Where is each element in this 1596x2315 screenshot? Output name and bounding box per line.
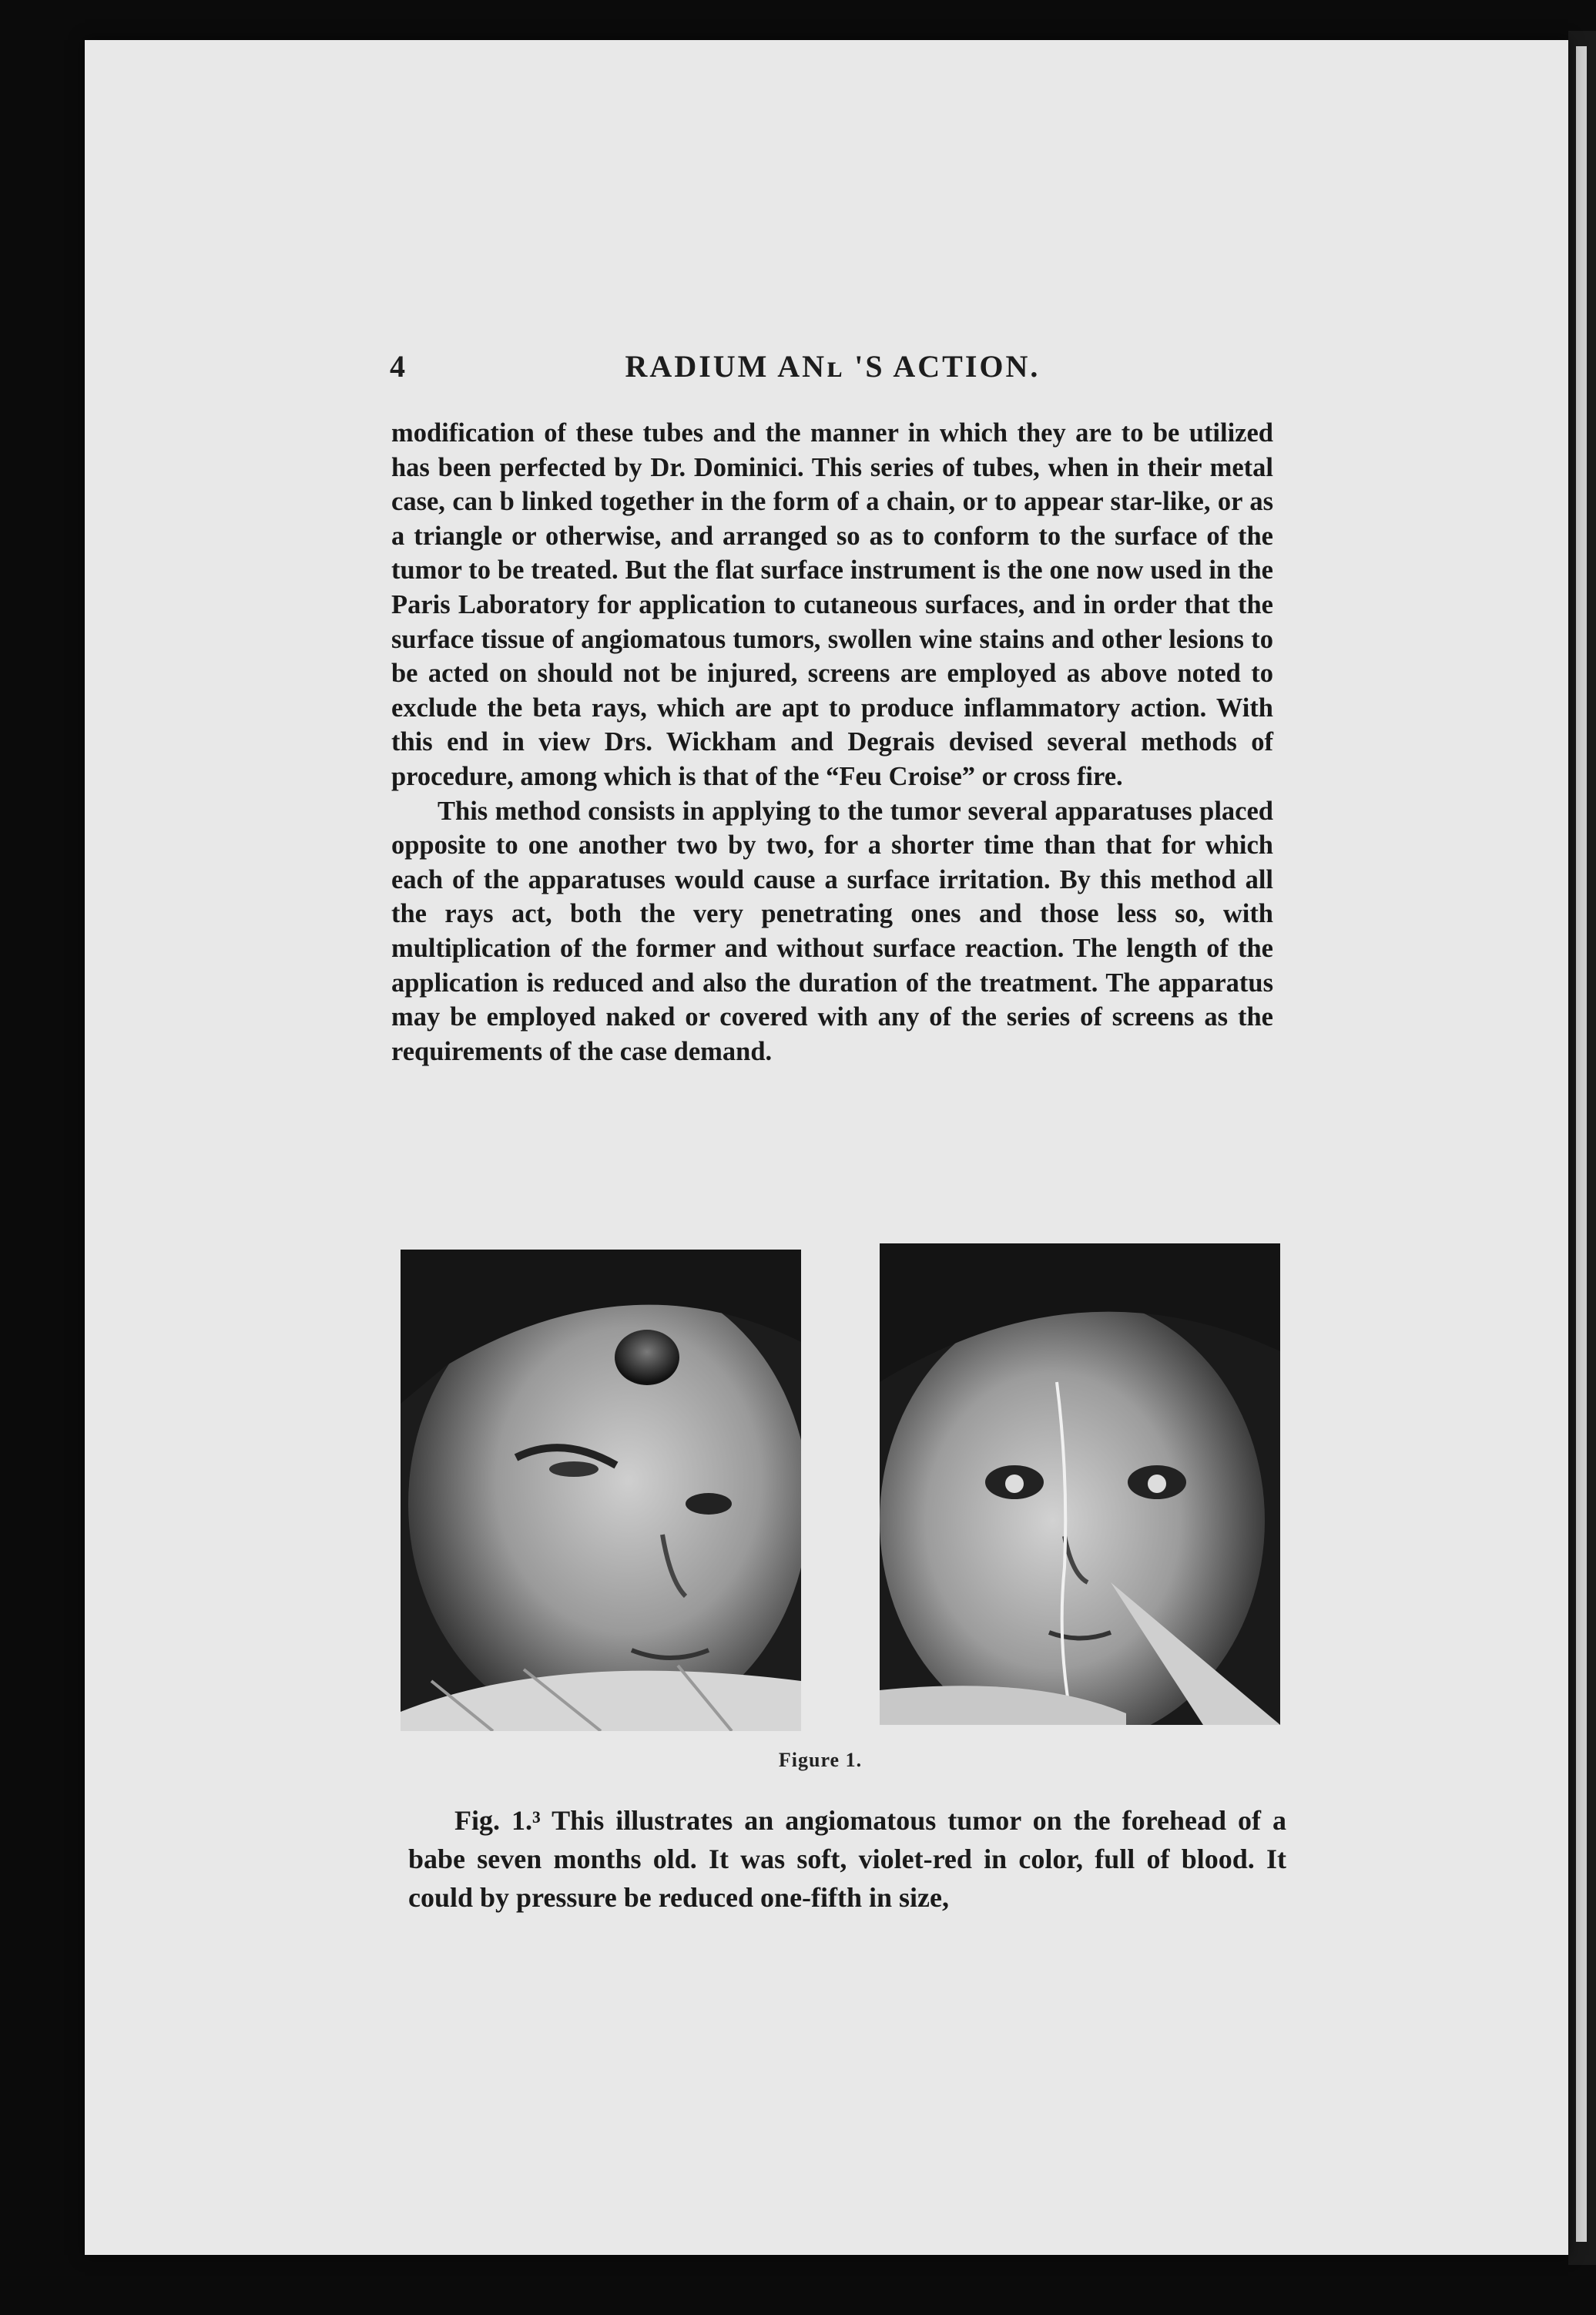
paragraph-1: modification of these tubes and the manner in which they are to be utilized has been perfected by Dr. Dominici. This series of tubes, when in their metal case, can b linked together in the form of a chain, or to appear star-like, or as a triangle or otherwise, and arranged so as to conform to the surface of the tumor to be treated. But the flat surface instrument is the one now used in the Paris Laboratory for application to cutaneous surfaces, and in order that the surface tissue of angiomatous tumors, swollen wine stains and other lesions to be acted on should not be injured, screens are employed as above noted to exclude the beta rays, which are apt to produce inflammatory action. With this end in view Drs. Wickham and Degrais devised several methods of procedure, among which is that of the “Feu Croise” or cross fire. bbox=[391, 418, 1273, 791]
figure-1 bbox=[401, 1250, 1280, 1731]
body-text bbox=[391, 416, 1273, 1069]
figure-label: Figure 1. bbox=[778, 1749, 863, 1771]
photo-before-treatment bbox=[401, 1250, 801, 1731]
adjacent-page-sliver bbox=[1576, 46, 1587, 2242]
paragraph-2: This method consists in applying to the tumor several apparatuses placed opposite to one another two by two, for a shorter time than that for which each of the apparatuses would cause a surface irritation. By this method all the rays act, both the very penetrating ones and those less so, with multiplication of the former and without surface reaction. The length of the application is reduced and also the duration of the treatment. The apparatus may be employed naked or covered with any of the series of screens as the requirements of the case demand. bbox=[391, 796, 1273, 1066]
page-number: 4 bbox=[390, 349, 405, 384]
figure-caption bbox=[408, 1801, 1286, 1917]
caption-text: Fig. 1.³ This illustrates an angiomatous tumor on the forehead of a babe seven months old. It was soft, violet-red in color, full of blood. It could by pressure be reduced one-fifth in size, bbox=[408, 1805, 1286, 1913]
photo-after-treatment bbox=[880, 1243, 1280, 1725]
running-title: RADIUM ANʟ 'S ACTION. bbox=[625, 349, 1041, 384]
page-header bbox=[390, 348, 1276, 387]
